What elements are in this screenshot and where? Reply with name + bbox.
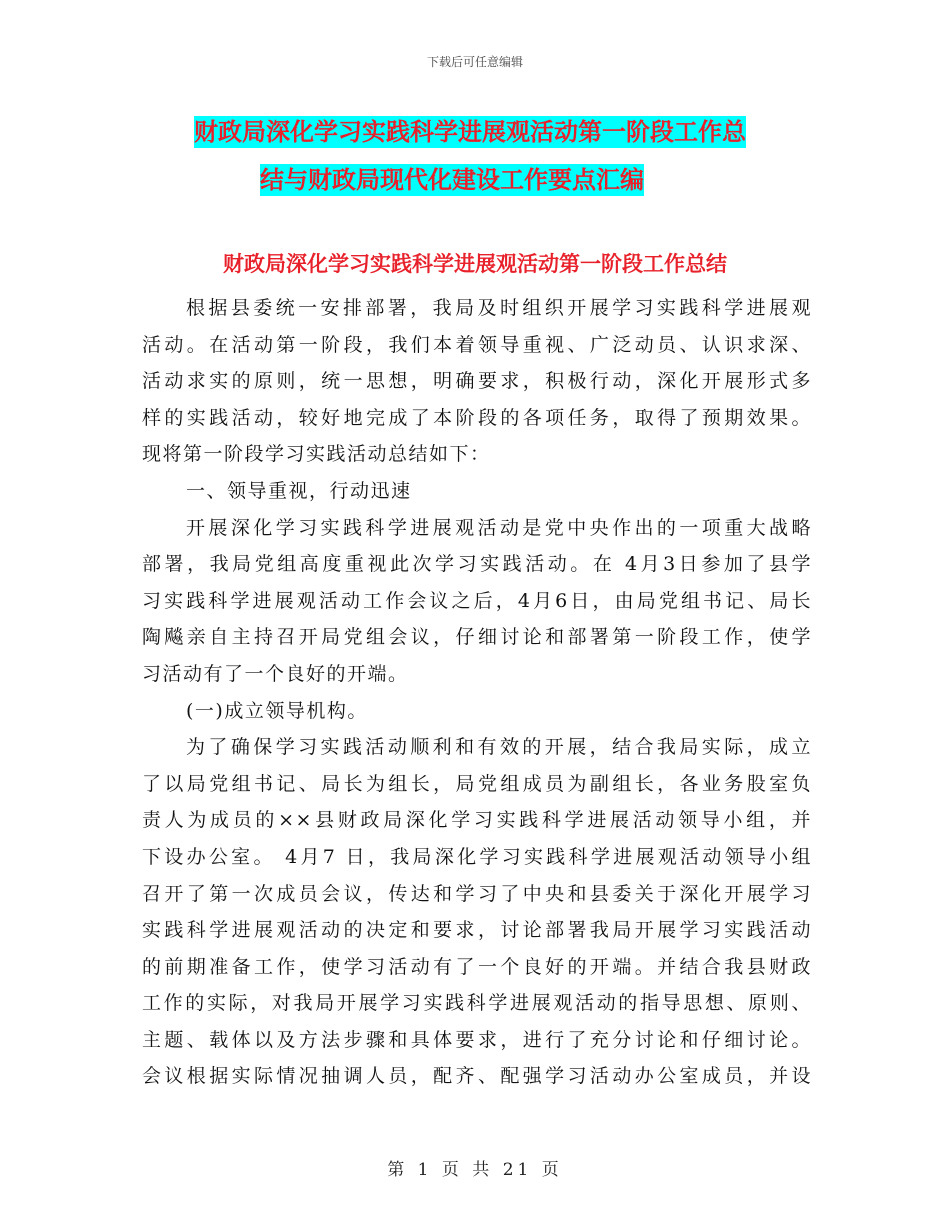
body-line: 根据县委统一安排部署，我局及时组织开展学习实践科学进展观 [186, 297, 812, 319]
page-footer: 第 1 页 共 21 页 [387, 1160, 563, 1180]
body-line: 的前期准备工作，使学习活动有了一个良好的开端。并结合我县财政 [142, 955, 812, 978]
body-line: 为了确保学习实践活动顺利和有效的开展，结合我局实际，成立 [186, 736, 812, 759]
body-line: 实践科学进展观活动的决定和要求，讨论部署我局开展学习实践活动 [142, 919, 812, 942]
body-line: 部署，我局党组高度重视此次学习实践活动。在 4月3日参加了县学 [142, 553, 812, 576]
subheading-2: (一)成立领导机构。 [186, 699, 368, 722]
body-line: 习活动有了一个良好的开端。 [142, 662, 409, 685]
title-line-2 [140, 156, 820, 204]
title-highlight-2: 结与财政局现代化建设工作要点汇编 [260, 166, 644, 194]
title-highlight-1: 财政局深化学习实践科学进展观活动第一阶段工作总 [194, 118, 746, 146]
body-line: 现将第一阶段学习实践活动总结如下： [142, 443, 491, 466]
section-title: 财政局深化学习实践科学进展观活动第一阶段工作总结 [223, 252, 727, 276]
body-line: 主题、载体以及方法步骤和具体要求，进行了充分讨论和仔细讨论。 [142, 1028, 812, 1051]
body-line: 陶飚亲自主持召开局党组会议，仔细讨论和部署第一阶段工作，使学 [142, 626, 812, 649]
title-line-1 [140, 108, 820, 156]
body-line: 活动。在活动第一阶段，我们本着领导重视、广泛动员、认识求深、 [142, 333, 812, 356]
body-line: 习实践科学进展观活动工作会议之后，4月6日，由局党组书记、局长 [142, 589, 812, 612]
body-line: 开展深化学习实践科学进展观活动是党中央作出的一项重大战略 [186, 516, 812, 539]
subheading-1: 一、领导重视，行动迅速 [186, 479, 412, 502]
body-line: 召开了第一次成员会议，传达和学习了中央和县委关于深化开展学习 [142, 882, 812, 905]
body-line: 了以局党组书记、局长为组长，局党组成员为副组长，各业务股室负 [142, 772, 812, 795]
body-line: 会议根据实际情况抽调人员，配齐、配强学习活动办公室成员，并设 [142, 1065, 812, 1088]
body-line: 工作的实际，对我局开展学习实践科学进展观活动的指导思想、原则、 [142, 992, 812, 1015]
body-line: 样的实践活动，较好地完成了本阶段的各项任务，取得了预期效果。 [142, 406, 812, 429]
body-line: 下设办公室。 4月7 日，我局深化学习实践科学进展观活动领导小组 [142, 845, 812, 868]
body-line: 活动求实的原则，统一思想，明确要求，积极行动，深化开展形式多 [142, 370, 812, 393]
body-line: 责人为成员的××县财政局深化学习实践科学进展活动领导小组，并 [142, 809, 812, 832]
body-text [142, 290, 812, 1095]
document-title [140, 108, 820, 204]
header-note: 下载后可任意编辑 [426, 55, 523, 69]
